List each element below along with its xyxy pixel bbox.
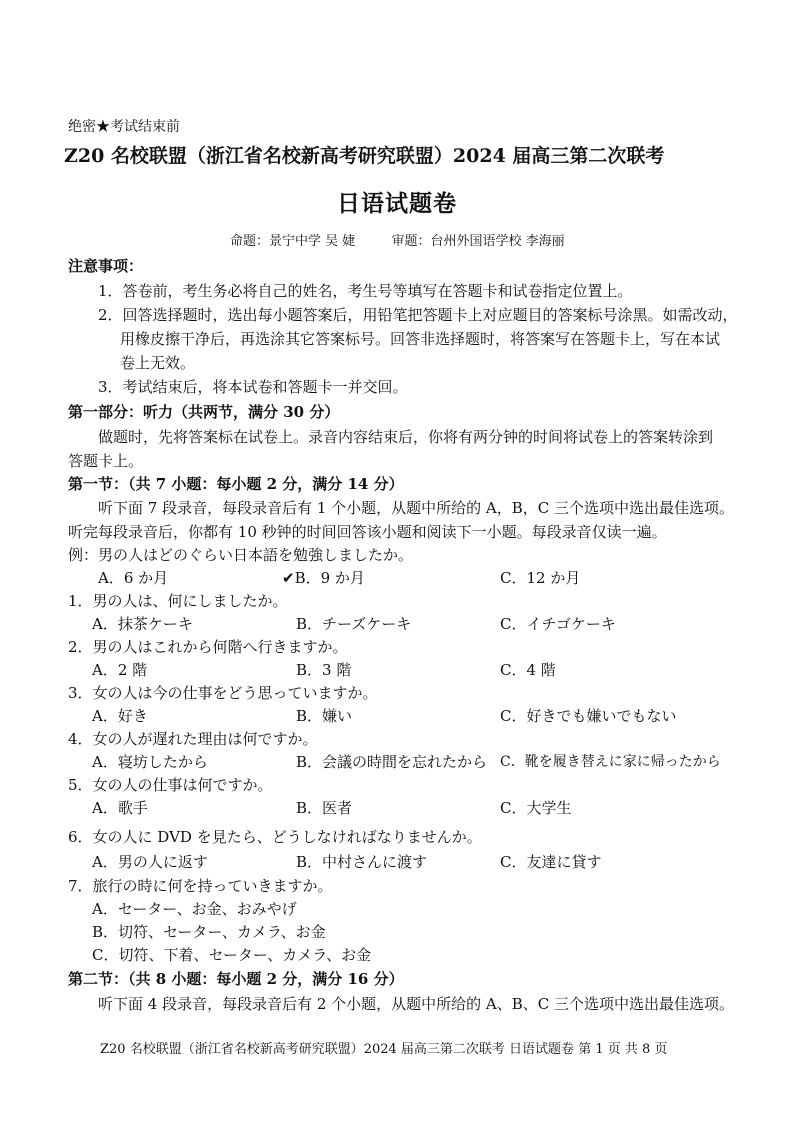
note-item: 卷上无效。 <box>120 354 196 372</box>
q7-option-c: C．切符、下着、セーター、カメラ、お金 <box>92 946 372 964</box>
q2-option-a: A．2 階 <box>92 661 148 679</box>
question-2: 2．男の人はこれから何階へ行きますか。 <box>68 638 348 656</box>
q5-option-b: B．医者 <box>296 799 353 817</box>
example-option-c: C．12 か月 <box>500 569 581 587</box>
authors-line <box>230 232 565 252</box>
reviewer-text: 审题：台州外国语学校 李海丽 <box>391 234 565 249</box>
q1-option-c: C．イチゴケーキ <box>500 615 616 633</box>
section2-heading: 第二节：（共 8 小题：每小题 2 分，满分 16 分） <box>68 970 404 988</box>
q3-option-b: B．嫌い <box>296 707 353 725</box>
q6-option-a: A．男の人に返す <box>92 853 208 871</box>
q5-option-c: C．大学生 <box>500 799 572 817</box>
section1-intro: 听下面 7 段录音，每段录音后有 1 个小题，从题中所给的 A，B，C 三个选项中选出最佳选项。 <box>98 499 735 517</box>
q3-option-a: A．好き <box>92 707 148 725</box>
part1-heading: 第一部分：听力（共两节，满分 30 分） <box>68 403 340 421</box>
question-7: 7．旅行の時に何を持っていきますか。 <box>68 877 333 895</box>
q4-option-a: A．寝坊したから <box>92 753 208 771</box>
q6-option-b: B．中村さんに渡す <box>296 853 428 871</box>
q5-option-a: A．歌手 <box>92 799 148 817</box>
section1-heading: 第一节：（共 7 小题：每小题 2 分，满分 14 分） <box>68 475 404 493</box>
part1-intro: 做题时，先将答案标在试卷上。录音内容结束后，你将有两分钟的时间将试卷上的答案转涂到 <box>98 428 714 446</box>
q6-option-c: C．友達に貸す <box>500 853 602 871</box>
note-item: 3．考试结束后，将本试卷和答题卡一并交回。 <box>98 378 408 396</box>
q7-option-a: A．セーター、お金、おみやげ <box>92 900 297 918</box>
q4-option-b: B．会議の時間を忘れたから <box>296 753 488 771</box>
q2-option-c: C．4 階 <box>500 661 556 679</box>
section2-intro: 听下面 4 段录音，每段录音后有 2 个小题，从题中所给的 A、B、C 三个选项中选出最佳选项。 <box>98 995 735 1013</box>
confidential-mark: 绝密★考试结束前 <box>68 119 180 135</box>
q3-option-c: C．好きでも嫌いでもない <box>500 707 677 725</box>
example-option-b: ✔B．9 か月 <box>282 569 365 587</box>
section1-intro: 听完每段录音后，你都有 10 秒钟的时间回答该小题和阅读下一小题。每段录音仅读一遍。 <box>68 523 667 541</box>
setter-text: 命题：景宁中学 吴 婕 <box>230 234 356 249</box>
question-6: 6．女の人に DVD を見たら、どうしなければなりませんか。 <box>68 828 482 846</box>
page-footer: Z20 名校联盟（浙江省名校新高考研究联盟）2024 届高三第二次联考 日语试题卷 第 1 页 共 8 页 <box>100 1042 668 1057</box>
example-option-a: A．6 か月 <box>98 569 169 587</box>
q4-option-c: C．靴を履き替えに家に帰ったから <box>500 754 721 770</box>
q7-option-b: B．切符、セーター、カメラ、お金 <box>92 923 326 941</box>
question-3: 3．女の人は今の仕事をどう思っていますか。 <box>68 684 378 702</box>
paper-subtitle: 日语试题卷 <box>337 190 457 217</box>
q1-option-b: B．チーズケーキ <box>296 615 412 633</box>
q2-option-b: B．3 階 <box>296 661 352 679</box>
note-item: 2．回答选择题时，选出每小题答案后，用铅笔把答题卡上对应题目的答案标号涂黑。如需改动， <box>98 306 738 324</box>
notes-heading: 注意事项： <box>68 257 144 275</box>
question-5: 5．女の人の仕事は何ですか。 <box>68 776 273 794</box>
q1-option-a: A．抹茶ケーキ <box>92 615 193 633</box>
exam-title: Z20 名校联盟（浙江省名校新高考研究联盟）2024 届高三第二次联考 <box>64 145 665 167</box>
note-item: 1．答卷前，考生务必将自己的姓名，考生号等填写在答题卡和试卷指定位置上。 <box>98 282 633 300</box>
example-question: 例：男の人はどのぐらい日本語を勉強しましたか。 <box>68 546 414 564</box>
question-1: 1．男の人は、何にしましたか。 <box>68 592 288 610</box>
part1-intro: 答题卡上。 <box>68 452 144 470</box>
question-4: 4．女の人が遅れた理由は何ですか。 <box>68 730 318 748</box>
note-item: 用橡皮擦干净后，再选涂其它答案标号。回答非选择题时，将答案写在答题卡上，写在本试 <box>120 330 721 348</box>
